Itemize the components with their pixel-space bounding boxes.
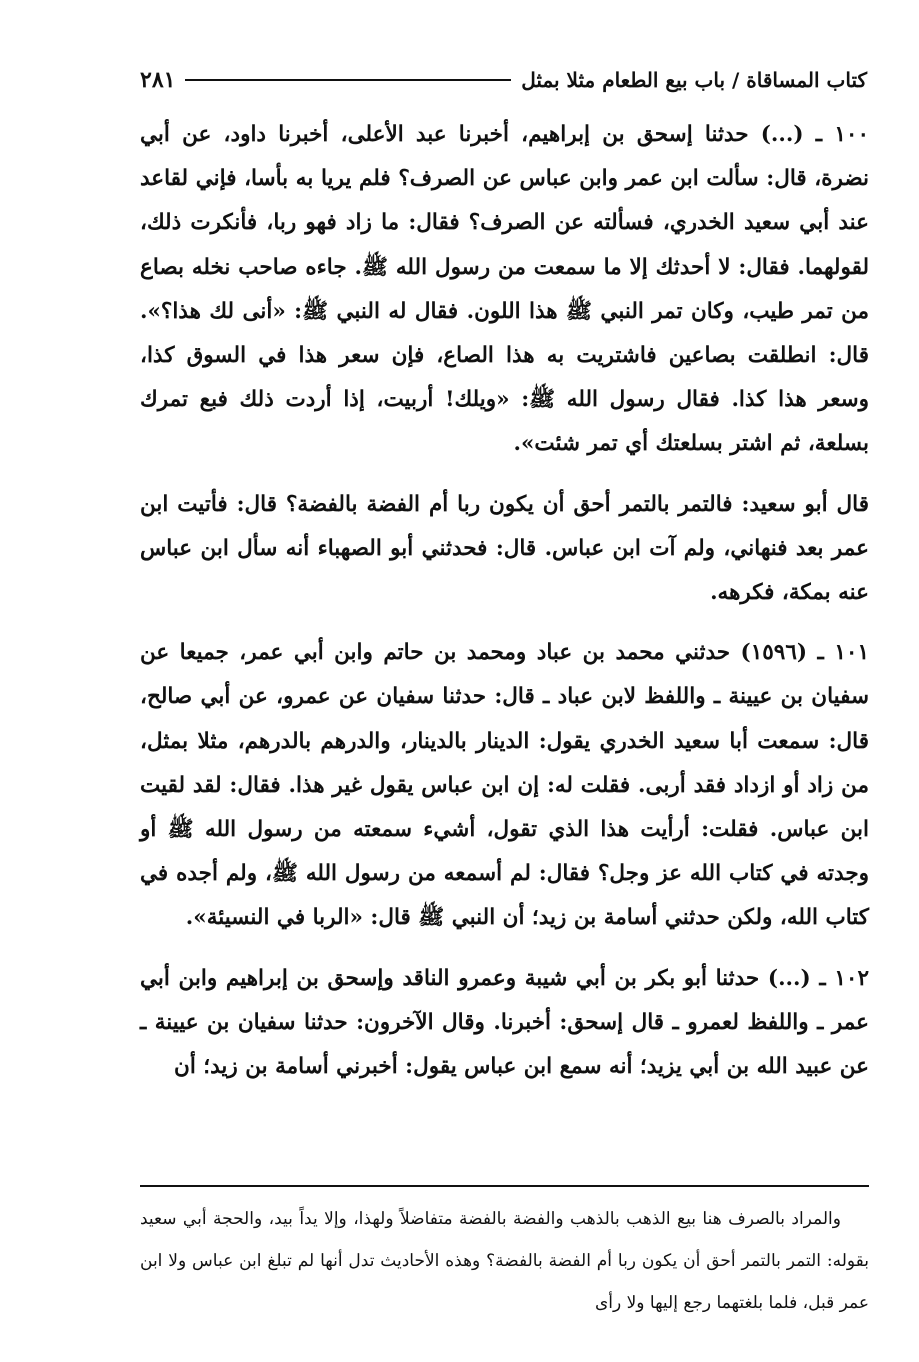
- footnote-divider: [140, 1185, 869, 1187]
- chapter-title: كتاب المساقاة / باب بيع الطعام مثلا بمثل: [521, 68, 867, 92]
- footnote-section: [140, 1198, 869, 1324]
- hadith-101-paragraph: ١٠١ ـ (١٥٩٦) حدثني محمد بن عباد ومحمد بن حاتم وابن أبي عمر، جميعا عن سفيان بن عيينة ـ واللفظ لابن عباد ـ قال: حدثنا سفيان عن عمرو، عن أبي صالح، قال: سمعت أبا سعيد الخدري يقول: الدينار بالدينار، والدرهم بالدرهم، مثلا بمثل، من زاد أو ازداد فقد أربى. فقلت له: إن ابن عباس يقول غير هذا. فقال: لقد لقيت ابن عباس. فقلت: أرأيت هذا الذي تقول، أشيء سمعته من رسول الله ﷺ أو وجدته في كتاب الله عز وجل؟ فقال: لم أسمعه من رسول الله ﷺ، ولم أجده في كتاب الله، ولكن حدثني أسامة بن زيد؛ أن النبي ﷺ قال: «الربا في النسيئة».: [140, 640, 869, 931]
- header-rule: [185, 79, 511, 81]
- hadith-100-paragraph: ١٠٠ ـ (...) حدثنا إسحق بن إبراهيم، أخبرنا عبد الأعلى، أخبرنا داود، عن أبي نضرة، قال: سألت ابن عمر وابن عباس عن الصرف؟ فلم يريا به بأسا، فإني لقاعد عند أبي سعيد الخدري، فسألته عن الصرف؟ فقال: ما زاد فهو ربا، فأنكرت ذلك، لقولهما. فقال: لا أحدثك إلا ما سمعت من رسول الله ﷺ. جاءه صاحب نخله بصاع من تمر طيب، وكان تمر النبي ﷺ هذا اللون. فقال له النبي ﷺ: «أنى لك هذا؟». قال: انطلقت بصاعين فاشتريت به هذا الصاع، فإن سعر هذا في السوق كذا، وسعر هذا كذا. فقال رسول الله ﷺ: «ويلك! أربيت، إذا أردت ذلك فبع تمرك بسلعة، ثم اشتر بسلعتك أي تمر شئت».: [140, 122, 869, 457]
- page-number: ٢٨١: [140, 67, 176, 93]
- hadith-102-paragraph: ١٠٢ ـ (...) حدثنا أبو بكر بن أبي شيبة وعمرو الناقد وإسحق بن إبراهيم وابن أبي عمر ـ واللفظ لعمرو ـ قال إسحق: أخبرنا. وقال الآخرون: حدثنا سفيان بن عيينة ـ عن عبيد الله بن أبي يزيد؛ أنه سمع ابن عباس يقول: أخبرني أسامة بن زيد؛ أن: [140, 965, 869, 1080]
- running-header: [140, 62, 867, 98]
- abu-said-paragraph: قال أبو سعيد: فالتمر بالتمر أحق أن يكون ربا أم الفضة بالفضة؟ قال: فأتيت ابن عمر بعد فنهاني، ولم آت ابن عباس. قال: فحدثني أبو الصهباء أنه سأل ابن عباس عنه بمكة، فكرهه.: [140, 491, 869, 606]
- hadith-text-body: [140, 113, 869, 1105]
- footnote-text: والمراد بالصرف هنا بيع الذهب بالذهب والفضة بالفضة متفاضلاً ولهذا، وإلا يداً بيد، والحجة أبي سعيد بقوله: التمر بالتمر أحق أن يكون ربا أم الفضة بالفضة؟ وهذه الأحاديث تدل أنها لم تبلغ ابن عباس ولا ابن عمر قبل، فلما بلغتهما رجع إليها ولا رأى: [140, 1209, 869, 1313]
